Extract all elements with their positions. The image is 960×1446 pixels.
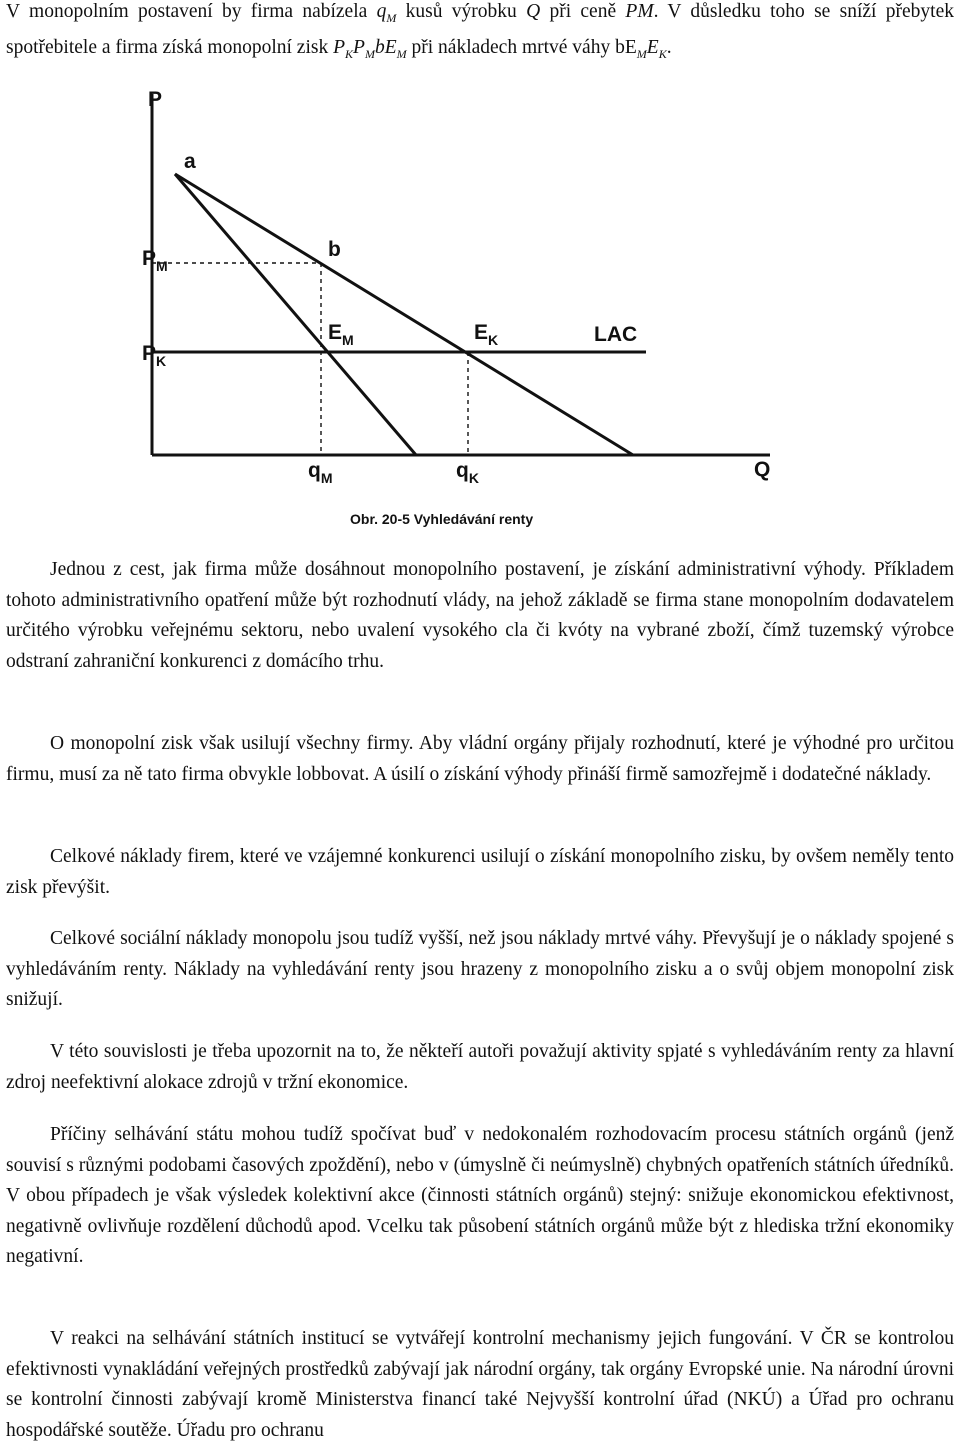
var-bE: bE	[615, 37, 637, 59]
lac-label: LAC	[594, 323, 638, 346]
rent-seeking-diagram	[130, 82, 790, 532]
paragraph-5	[6, 1037, 954, 1098]
paragraph-text: O monopolní zisk však usilují všechny firmy. Aby vládní orgány přijaly rozhodnutí, které je výhodné pro určitou firmu, musí za ně tato firma obvykle lobbovat. A úsilí o získání výhody přináší firmě samozřejmě i dodatečné náklady.	[6, 733, 954, 785]
intro-text: V monopolním postavení by firma nabízela	[6, 1, 377, 22]
p-axis-label: P	[148, 88, 163, 111]
var-Q: Q	[526, 1, 541, 22]
var-sub: M	[396, 47, 407, 62]
point-a-label: a	[184, 150, 196, 173]
paragraph-3	[6, 842, 954, 903]
intro-text: . V důsledku toho se	[653, 1, 831, 22]
intro-text: při ceně	[540, 1, 626, 22]
paragraph-4	[6, 924, 954, 1016]
paragraph-text: V této souvislosti je třeba upozornit na to, že někteří autoři považují aktivity spjaté s vyhledáváním renty za hlavní zdroj neefektivní alokace zdrojů v tržní ekonomice.	[6, 1041, 954, 1093]
paragraph-7	[6, 1324, 954, 1446]
intro-text: sníží přebytek spotřebitele a firma získá monopolní zisk	[6, 1, 954, 59]
paragraph-text: Příčiny selhávání státu mohou tudíž spočívat buď v nedokonalém rozhodovacím procesu státních orgánů (jenž souvisí s různými podobami časových zpoždění), nebo v (úmyslně či neúmyslně) chybných opatřeních státních úředníků. V obou případech je však výsledek kolektivní akce (činnosti státních orgánů) stejný: snižuje ekonomickou efektivnost, negativně ovlivňuje rozdělení důchodů apod. Vcelku tak působení státních orgánů může být z hlediska tržní ekonomiky negativní.	[6, 1124, 954, 1267]
paragraph-text: V reakci na selhávání státních institucí se vytvářejí kontrolní mechanismy jejich fungování. V ČR se kontrolou efektivnosti vynakládání veřejných prostředků zabývají jak národní orgány, tak orgány Evropské unie. Na národní úrovni se kontrolní činnosti zabývají kromě Ministerstva financí také Nejvyšší kontrolní úřad (NKÚ) a Úřad pro ochranu hospodářské soutěže. Úřadu pro ochranu	[6, 1328, 954, 1441]
paragraph-1	[6, 555, 954, 677]
var-sub: K	[658, 47, 667, 62]
figure-caption: Obr. 20-5 Vyhledávání renty	[350, 511, 534, 527]
var-P: P	[333, 37, 346, 59]
paragraph-6	[6, 1120, 954, 1273]
intro-paragraph	[6, 0, 954, 70]
ek-label: $E_K$	[474, 321, 499, 348]
intro-text: .	[666, 37, 672, 59]
marginal-revenue-line	[175, 174, 416, 455]
paragraph-text: Celkové sociální náklady monopolu jsou tudíž vyšší, než jsou náklady mrtvé váhy. Převyšují je o náklady spojené s vyhledáváním renty. Náklady na vyhledávání renty jsou hrazeny z monopolního zisku a o svůj objem monopolní zisk snižují.	[6, 928, 954, 1010]
point-b-label: b	[328, 238, 341, 261]
var-E: E	[646, 37, 659, 59]
intro-text: kusů výrobku	[396, 1, 527, 22]
var-sub: M	[636, 47, 647, 62]
pm-label: $P_M$	[142, 247, 168, 274]
var-q: q	[376, 1, 387, 22]
var-PM: PM	[625, 1, 654, 22]
q-axis-label: Q	[754, 458, 771, 481]
demand-line	[175, 174, 633, 455]
paragraph-text: Celkové náklady firem, které ve vzájemné konkurenci usilují o získání monopolního zisku, by ovšem neměly tento zisk převýšit.	[6, 846, 954, 898]
pk-label: $P_K$	[142, 342, 167, 369]
paragraph-text: Jednou z cest, jak firma může dosáhnout monopolního postavení, je získání administrativní výhody. Příkladem tohoto administrativního opatření může být rozhodnutí vlády, na jehož základě se firma stane monopolním dodavatelem určitého výrobku veřejnému sektoru, nebo uvalení vysokého cla či kvóty na vybrané zboží, čímž tuzemský výrobce odstraní zahraniční konkurenci z domácího trhu.	[6, 559, 954, 672]
qm-label: $q_M$	[308, 459, 333, 486]
var-bE: bE	[374, 37, 397, 59]
paragraph-2	[6, 729, 954, 790]
qk-label: $q_K$	[456, 459, 479, 486]
var-P: P	[353, 37, 365, 59]
var-sub: M	[386, 10, 397, 25]
intro-text: při nákladech mrtvé váhy	[406, 37, 616, 59]
rent-seeking-figure	[130, 82, 790, 532]
em-label: $E_M$	[328, 321, 354, 348]
var-sub: K	[345, 47, 354, 62]
var-sub: M	[364, 47, 375, 62]
